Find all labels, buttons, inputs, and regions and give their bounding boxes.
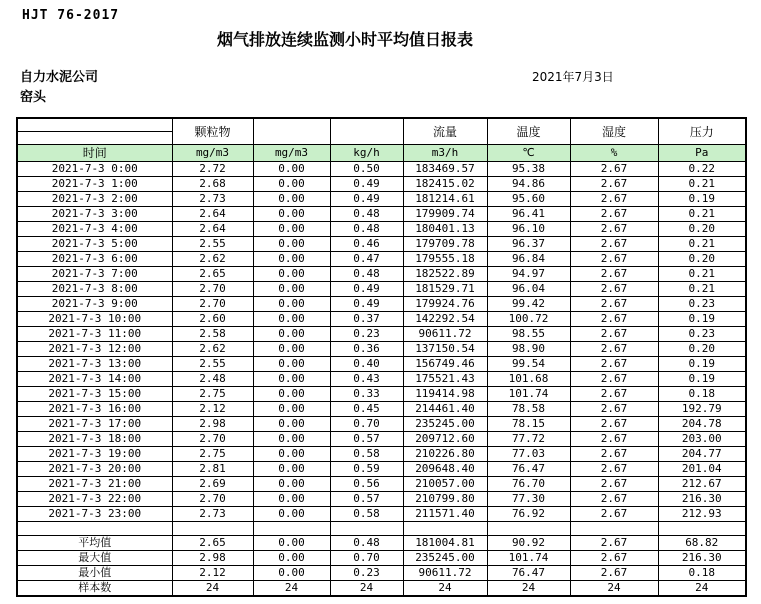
unit-celsius: ℃ — [487, 145, 570, 162]
cell-value: 2.62 — [172, 342, 253, 357]
cell-value: 2.67 — [570, 327, 658, 342]
unit-mg: mg/m3 — [253, 145, 330, 162]
header-flow: 流量 — [403, 118, 487, 145]
cell-label: 2021-7-3 5:00 — [17, 237, 172, 252]
cell-value: 2.67 — [570, 237, 658, 252]
cell-value: 2.60 — [172, 312, 253, 327]
cell-value: 2.67 — [570, 252, 658, 267]
cell-value: 156749.46 — [403, 357, 487, 372]
cell-value: 214461.40 — [403, 402, 487, 417]
cell-value: 210226.80 — [403, 447, 487, 462]
cell-value: 0.21 — [658, 237, 746, 252]
cell-value: 179909.74 — [403, 207, 487, 222]
cell-value — [570, 522, 658, 536]
cell-label: 2021-7-3 20:00 — [17, 462, 172, 477]
cell-label: 最大值 — [17, 551, 172, 566]
cell-value: 2.75 — [172, 447, 253, 462]
cell-value: 0.48 — [330, 222, 403, 237]
cell-value: 0.00 — [253, 432, 330, 447]
cell-value: 0.20 — [658, 342, 746, 357]
cell-value: 2.70 — [172, 492, 253, 507]
unit-pm-mg: mg/m3 — [172, 145, 253, 162]
cell-value: 209648.40 — [403, 462, 487, 477]
table-row — [17, 447, 746, 462]
cell-value: 181214.61 — [403, 192, 487, 207]
cell-value: 2.12 — [172, 566, 253, 581]
cell-value: 0.19 — [658, 312, 746, 327]
cell-value — [330, 522, 403, 536]
cell-value: 24 — [658, 581, 746, 597]
cell-value: 0.22 — [658, 162, 746, 177]
cell-value: 0.00 — [253, 177, 330, 192]
cell-value: 212.67 — [658, 477, 746, 492]
cell-label: 2021-7-3 6:00 — [17, 252, 172, 267]
cell-value: 0.58 — [330, 447, 403, 462]
cell-value: 24 — [172, 581, 253, 597]
cell-value: 235245.00 — [403, 551, 487, 566]
cell-value: 78.15 — [487, 417, 570, 432]
table-row — [17, 207, 746, 222]
cell-value: 98.55 — [487, 327, 570, 342]
summary-row — [17, 581, 746, 597]
cell-value: 210799.80 — [403, 492, 487, 507]
cell-value: 0.23 — [658, 297, 746, 312]
cell-value: 101.74 — [487, 551, 570, 566]
company-name: 自力水泥公司 — [20, 70, 99, 85]
cell-value: 76.47 — [487, 462, 570, 477]
table-row — [17, 327, 746, 342]
report-table — [16, 117, 747, 597]
cell-value: 2.67 — [570, 222, 658, 237]
cell-label: 2021-7-3 15:00 — [17, 387, 172, 402]
cell-value: 2.67 — [570, 192, 658, 207]
cell-value: 2.55 — [172, 357, 253, 372]
table-row — [17, 237, 746, 252]
cell-value: 0.19 — [658, 192, 746, 207]
cell-value: 2.75 — [172, 387, 253, 402]
cell-value: 2.67 — [570, 387, 658, 402]
header-row-top — [17, 118, 746, 132]
header-pressure: 压力 — [658, 118, 746, 145]
cell-label: 2021-7-3 16:00 — [17, 402, 172, 417]
cell-value: 2.67 — [570, 402, 658, 417]
cell-value: 216.30 — [658, 551, 746, 566]
cell-value: 2.67 — [570, 342, 658, 357]
table-row — [17, 162, 746, 177]
header-time-lower-cell — [17, 132, 172, 145]
cell-value: 77.30 — [487, 492, 570, 507]
header-time-upper-cell — [17, 118, 172, 132]
cell-value: 2.67 — [570, 297, 658, 312]
cell-value: 0.48 — [330, 536, 403, 551]
table-row — [17, 417, 746, 432]
table-row — [17, 477, 746, 492]
cell-value: 212.93 — [658, 507, 746, 522]
table-row — [17, 462, 746, 477]
cell-value: 76.70 — [487, 477, 570, 492]
cell-value: 203.00 — [658, 432, 746, 447]
cell-value — [403, 522, 487, 536]
cell-value: 95.38 — [487, 162, 570, 177]
cell-value: 0.00 — [253, 462, 330, 477]
cell-value: 179924.76 — [403, 297, 487, 312]
table-row — [17, 387, 746, 402]
cell-label: 2021-7-3 7:00 — [17, 267, 172, 282]
cell-value: 0.57 — [330, 492, 403, 507]
cell-value: 2.64 — [172, 222, 253, 237]
cell-value: 2.67 — [570, 477, 658, 492]
cell-value: 0.18 — [658, 566, 746, 581]
doc-code: HJT 76-2017 — [22, 8, 120, 23]
cell-label: 样本数 — [17, 581, 172, 597]
cell-value: 0.56 — [330, 477, 403, 492]
cell-value: 96.04 — [487, 282, 570, 297]
cell-value: 101.74 — [487, 387, 570, 402]
cell-value: 211571.40 — [403, 507, 487, 522]
cell-value: 2.12 — [172, 402, 253, 417]
cell-value: 94.97 — [487, 267, 570, 282]
cell-label: 2021-7-3 23:00 — [17, 507, 172, 522]
cell-value: 0.23 — [330, 566, 403, 581]
cell-value: 2.72 — [172, 162, 253, 177]
cell-label: 2021-7-3 14:00 — [17, 372, 172, 387]
cell-value: 2.67 — [570, 282, 658, 297]
cell-value: 99.42 — [487, 297, 570, 312]
table-row — [17, 432, 746, 447]
cell-label: 最小值 — [17, 566, 172, 581]
cell-value: 0.00 — [253, 252, 330, 267]
cell-label: 2021-7-3 10:00 — [17, 312, 172, 327]
cell-label: 2021-7-3 11:00 — [17, 327, 172, 342]
cell-value: 2.67 — [570, 312, 658, 327]
table-row — [17, 222, 746, 237]
cell-value: 0.00 — [253, 207, 330, 222]
cell-value: 24 — [253, 581, 330, 597]
cell-value: 2.67 — [570, 551, 658, 566]
cell-value: 179555.18 — [403, 252, 487, 267]
cell-value: 0.70 — [330, 417, 403, 432]
cell-value: 182522.89 — [403, 267, 487, 282]
cell-value: 2.69 — [172, 477, 253, 492]
cell-value: 2.70 — [172, 432, 253, 447]
cell-value: 2.67 — [570, 162, 658, 177]
cell-value: 0.36 — [330, 342, 403, 357]
header-particulate: 颗粒物 — [172, 118, 253, 145]
cell-value: 99.54 — [487, 357, 570, 372]
cell-value: 0.00 — [253, 507, 330, 522]
cell-value: 0.50 — [330, 162, 403, 177]
cell-value: 2.64 — [172, 207, 253, 222]
cell-value: 182415.02 — [403, 177, 487, 192]
cell-value: 0.00 — [253, 162, 330, 177]
cell-value: 2.67 — [570, 507, 658, 522]
cell-value: 2.67 — [570, 207, 658, 222]
cell-label: 2021-7-3 21:00 — [17, 477, 172, 492]
cell-value: 0.00 — [253, 492, 330, 507]
summary-row — [17, 536, 746, 551]
table-row — [17, 507, 746, 522]
cell-value: 0.00 — [253, 282, 330, 297]
table-body — [17, 162, 746, 597]
table-row — [17, 312, 746, 327]
page-title: 烟气排放连续监测小时平均值日报表 — [216, 30, 473, 49]
cell-value: 0.00 — [253, 312, 330, 327]
cell-value: 209712.60 — [403, 432, 487, 447]
cell-value: 0.19 — [658, 357, 746, 372]
cell-value — [253, 522, 330, 536]
cell-value: 0.48 — [330, 267, 403, 282]
cell-value: 2.70 — [172, 282, 253, 297]
cell-value: 2.98 — [172, 551, 253, 566]
cell-value: 2.67 — [570, 492, 658, 507]
cell-value: 96.41 — [487, 207, 570, 222]
cell-value: 0.00 — [253, 372, 330, 387]
cell-value: 180401.13 — [403, 222, 487, 237]
cell-value: 179709.78 — [403, 237, 487, 252]
table-row — [17, 297, 746, 312]
table-row — [17, 252, 746, 267]
cell-value: 0.49 — [330, 177, 403, 192]
cell-value: 204.77 — [658, 447, 746, 462]
table-row — [17, 267, 746, 282]
cell-value: 0.18 — [658, 387, 746, 402]
cell-value: 2.65 — [172, 267, 253, 282]
header-humidity: 湿度 — [570, 118, 658, 145]
cell-label: 2021-7-3 18:00 — [17, 432, 172, 447]
cell-value: 0.49 — [330, 282, 403, 297]
cell-value: 101.68 — [487, 372, 570, 387]
cell-value: 2.67 — [570, 462, 658, 477]
cell-value: 0.00 — [253, 387, 330, 402]
table-row — [17, 492, 746, 507]
cell-value: 181004.81 — [403, 536, 487, 551]
cell-value: 0.47 — [330, 252, 403, 267]
cell-value: 95.60 — [487, 192, 570, 207]
cell-value: 0.57 — [330, 432, 403, 447]
summary-row — [17, 566, 746, 581]
cell-value: 175521.43 — [403, 372, 487, 387]
cell-value: 76.92 — [487, 507, 570, 522]
unit-time: 时间 — [17, 145, 172, 162]
cell-value: 0.00 — [253, 447, 330, 462]
cell-value: 100.72 — [487, 312, 570, 327]
cell-value: 0.00 — [253, 357, 330, 372]
cell-label: 2021-7-3 12:00 — [17, 342, 172, 357]
cell-value: 2.65 — [172, 536, 253, 551]
cell-value: 0.00 — [253, 417, 330, 432]
cell-value: 0.59 — [330, 462, 403, 477]
cell-value: 90611.72 — [403, 566, 487, 581]
cell-value: 0.00 — [253, 192, 330, 207]
cell-value: 24 — [403, 581, 487, 597]
cell-value: 96.37 — [487, 237, 570, 252]
cell-value: 24 — [570, 581, 658, 597]
cell-value: 90611.72 — [403, 327, 487, 342]
cell-value: 2.48 — [172, 372, 253, 387]
table-row — [17, 177, 746, 192]
cell-value: 0.49 — [330, 297, 403, 312]
cell-value: 0.20 — [658, 252, 746, 267]
cell-value: 0.00 — [253, 342, 330, 357]
cell-value: 2.67 — [570, 447, 658, 462]
cell-value: 0.00 — [253, 551, 330, 566]
cell-label: 2021-7-3 22:00 — [17, 492, 172, 507]
cell-value: 0.19 — [658, 372, 746, 387]
table-row — [17, 357, 746, 372]
cell-value: 77.72 — [487, 432, 570, 447]
cell-value: 0.21 — [658, 267, 746, 282]
cell-value: 2.67 — [570, 372, 658, 387]
cell-value: 90.92 — [487, 536, 570, 551]
cell-value: 0.21 — [658, 282, 746, 297]
cell-value: 24 — [330, 581, 403, 597]
cell-value: 204.78 — [658, 417, 746, 432]
cell-value: 0.70 — [330, 551, 403, 566]
unit-pa: Pa — [658, 145, 746, 162]
cell-label: 2021-7-3 9:00 — [17, 297, 172, 312]
table-row — [17, 402, 746, 417]
cell-label: 2021-7-3 17:00 — [17, 417, 172, 432]
cell-value: 216.30 — [658, 492, 746, 507]
cell-value: 183469.57 — [403, 162, 487, 177]
spacer-row — [17, 522, 746, 536]
cell-value: 2.67 — [570, 357, 658, 372]
cell-value: 2.70 — [172, 297, 253, 312]
cell-label: 2021-7-3 13:00 — [17, 357, 172, 372]
cell-value: 0.23 — [330, 327, 403, 342]
cell-value: 0.00 — [253, 536, 330, 551]
cell-value: 2.67 — [570, 432, 658, 447]
monitoring-point: 窑头 — [20, 90, 47, 105]
cell-value: 2.68 — [172, 177, 253, 192]
cell-value: 0.00 — [253, 402, 330, 417]
cell-value: 0.48 — [330, 207, 403, 222]
cell-value: 0.33 — [330, 387, 403, 402]
cell-value: 2.67 — [570, 566, 658, 581]
cell-value: 96.10 — [487, 222, 570, 237]
cell-label: 2021-7-3 1:00 — [17, 177, 172, 192]
cell-value: 142292.54 — [403, 312, 487, 327]
unit-percent: % — [570, 145, 658, 162]
cell-value: 2.67 — [570, 417, 658, 432]
unit-kgh: kg/h — [330, 145, 403, 162]
cell-value: 210057.00 — [403, 477, 487, 492]
cell-value: 24 — [487, 581, 570, 597]
table-row — [17, 342, 746, 357]
unit-m3h: m3/h — [403, 145, 487, 162]
cell-value: 0.00 — [253, 267, 330, 282]
cell-value: 2.67 — [570, 177, 658, 192]
header-empty-1 — [253, 118, 330, 145]
cell-value: 2.67 — [570, 267, 658, 282]
table-header — [17, 118, 746, 162]
cell-value: 2.67 — [570, 536, 658, 551]
cell-value: 0.58 — [330, 507, 403, 522]
cell-value: 0.45 — [330, 402, 403, 417]
cell-value — [487, 522, 570, 536]
cell-value: 0.00 — [253, 297, 330, 312]
table-row — [17, 372, 746, 387]
cell-label: 2021-7-3 4:00 — [17, 222, 172, 237]
cell-value: 94.86 — [487, 177, 570, 192]
table-row — [17, 282, 746, 297]
cell-value: 0.21 — [658, 207, 746, 222]
cell-value: 0.00 — [253, 477, 330, 492]
header-row-units — [17, 145, 746, 162]
cell-value: 0.40 — [330, 357, 403, 372]
cell-value: 96.84 — [487, 252, 570, 267]
cell-value: 68.82 — [658, 536, 746, 551]
cell-label — [17, 522, 172, 536]
header-empty-2 — [330, 118, 403, 145]
cell-value: 98.90 — [487, 342, 570, 357]
cell-value: 76.47 — [487, 566, 570, 581]
summary-row — [17, 551, 746, 566]
cell-value: 235245.00 — [403, 417, 487, 432]
cell-value: 0.00 — [253, 222, 330, 237]
cell-value: 0.23 — [658, 327, 746, 342]
cell-label: 2021-7-3 2:00 — [17, 192, 172, 207]
cell-value: 0.43 — [330, 372, 403, 387]
cell-value: 2.73 — [172, 192, 253, 207]
cell-value — [658, 522, 746, 536]
cell-value: 0.20 — [658, 222, 746, 237]
cell-value: 0.00 — [253, 566, 330, 581]
cell-value: 0.37 — [330, 312, 403, 327]
cell-value: 192.79 — [658, 402, 746, 417]
cell-value: 0.46 — [330, 237, 403, 252]
cell-value: 77.03 — [487, 447, 570, 462]
cell-value: 181529.71 — [403, 282, 487, 297]
cell-value: 2.81 — [172, 462, 253, 477]
cell-value: 119414.98 — [403, 387, 487, 402]
cell-value: 2.58 — [172, 327, 253, 342]
header-temperature: 温度 — [487, 118, 570, 145]
cell-label: 2021-7-3 8:00 — [17, 282, 172, 297]
cell-value: 0.49 — [330, 192, 403, 207]
cell-label: 2021-7-3 19:00 — [17, 447, 172, 462]
report-date: 2021年7月3日 — [532, 70, 614, 84]
cell-label: 2021-7-3 0:00 — [17, 162, 172, 177]
cell-label: 平均值 — [17, 536, 172, 551]
cell-value — [172, 522, 253, 536]
cell-value: 0.21 — [658, 177, 746, 192]
cell-label: 2021-7-3 3:00 — [17, 207, 172, 222]
cell-value: 0.00 — [253, 237, 330, 252]
cell-value: 201.04 — [658, 462, 746, 477]
cell-value: 2.55 — [172, 237, 253, 252]
cell-value: 137150.54 — [403, 342, 487, 357]
table-row — [17, 192, 746, 207]
cell-value: 0.00 — [253, 327, 330, 342]
cell-value: 2.73 — [172, 507, 253, 522]
cell-value: 2.98 — [172, 417, 253, 432]
cell-value: 78.58 — [487, 402, 570, 417]
cell-value: 2.62 — [172, 252, 253, 267]
